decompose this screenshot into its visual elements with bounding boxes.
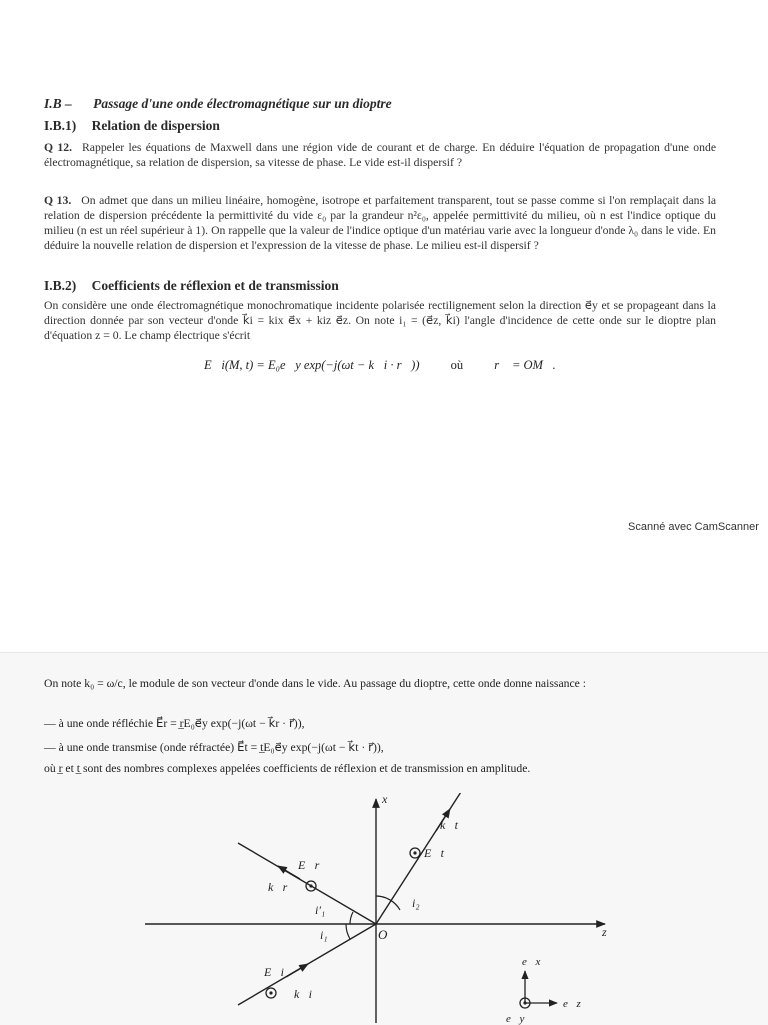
transmitted-wave-text: — à une onde transmise (onde réfractée) E⃗t = t̲E₀e⃗y exp(−j(ωt − k⃗t · r⃗)),	[44, 741, 384, 754]
kt-label: k⃗t	[440, 818, 458, 832]
reflected-wave-line	[44, 715, 716, 732]
subsection-number: I.B.2)	[44, 278, 77, 293]
scan-page-2	[0, 652, 768, 1025]
Et-label: E⃗t	[424, 846, 444, 860]
equation-lhs: E⃗i(M, t) = E₀e⃗y exp(−j(ωt − k⃗i · r⃗))	[204, 358, 420, 372]
question-label: Q 12.	[44, 141, 72, 154]
intro-paragraph	[44, 298, 716, 343]
scanner-watermark: Scanné avec CamScanner	[628, 521, 759, 533]
ki-label: k⃗i	[294, 987, 312, 1001]
ez-basis-label: e⃗z	[563, 998, 581, 1010]
equation-rhs: r⃗ = OM⃗.	[494, 358, 556, 372]
section-title: Passage d'une onde électromagnétique sur un dioptre	[93, 96, 392, 111]
question-label: Q 13.	[44, 194, 72, 207]
subsection-title: Coefficients de réflexion et de transmission	[91, 278, 339, 293]
section-number: I.B –	[44, 96, 72, 111]
intro-text: On considère une onde électromagnétique monochromatique incidente polarisée rectilignement selon la direction e⃗y et se propageant dans la direction donnée par son vecteur d'onde k⃗i = kix e⃗x + kiz e⃗z. On note i₁ = (e⃗z, k⃗i) l'angle d'incidence de cette onde sur le dioptre plan d'équation z = 0. Le champ électrique s'écrit	[44, 299, 716, 342]
Ei-label: E⃗i	[264, 965, 284, 979]
Er-label: E⃗r	[298, 858, 320, 872]
ex-basis-label: e⃗x	[522, 956, 541, 968]
reflected-wave-text: — à une onde réfléchie E⃗r = r̲E₀e⃗y exp(−j(ωt − k⃗r · r⃗)),	[44, 717, 305, 730]
i1-label: i₁	[320, 928, 328, 942]
ki-arrow	[286, 964, 308, 977]
question-text: Rappeler les équations de Maxwell dans une région vide de courant et de charge. En déduire l'équation de propagation d'une onde électromagnétique, sa relation de dispersion, sa vitesse de phase. Le vide est-il dispersif ?	[44, 141, 717, 169]
question-12	[44, 140, 716, 170]
origin-label: O	[378, 927, 388, 942]
subsection-title: Relation de dispersion	[91, 118, 220, 133]
question-13	[44, 193, 716, 253]
k0-text: On note k₀ = ω/c, le module de son vecteur d'onde dans le vide. Au passage du dioptre, cette onde donne naissance :	[44, 677, 587, 690]
section-heading	[44, 96, 392, 112]
i2-arc	[376, 896, 400, 910]
transmitted-ray	[376, 793, 468, 924]
k0-paragraph	[44, 675, 716, 692]
i2-label: i₂	[412, 896, 420, 910]
equation-connector: où	[450, 358, 464, 372]
subsection-heading-coefficients	[44, 278, 339, 294]
transmitted-wave-line	[44, 739, 716, 756]
basis-vectors	[506, 956, 581, 1025]
Er-field-symbol	[306, 881, 316, 891]
coefficients-text: où r̲ et t̲ sont des nombres complexes appelées coefficients de réflexion et de transmission en amplitude.	[44, 762, 531, 775]
kr-label: k⃗r	[268, 880, 288, 894]
i1-arc	[346, 924, 350, 939]
incident-field-equation	[204, 358, 556, 373]
kr-arrow	[278, 866, 300, 879]
question-text: On admet que dans un milieu linéaire, homogène, isotrope et parfaitement transparent, tout se passe comme si l'on remplaçait dans la relation de dispersion précédente la permittivité du vide ε₀ par la grandeur n²ε₀, appelée permittivité du milieu, où n est l'indice optique du milieu (n est un réel supérieur à 1). On rappelle que la valeur de l'indice optique d'un matériau varie avec la longueur d'onde λ₀ dans le vide. En déduire la nouvelle relation de dispersion et l'expression de la vitesse de phase. Le milieu est-il dispersif ?	[44, 194, 717, 252]
z-axis-label: z	[602, 925, 607, 939]
x-axis-label: x	[382, 793, 388, 806]
Ei-field-symbol	[266, 988, 276, 998]
i1-prime-label: i′₁	[315, 903, 326, 917]
coefficients-line	[44, 760, 716, 777]
subsection-heading-dispersion	[44, 118, 220, 134]
ey-basis-label: e⃗y	[506, 1013, 525, 1025]
subsection-number: I.B.1)	[44, 118, 77, 133]
Et-field-symbol	[410, 848, 420, 858]
i1-prime-arc	[350, 912, 353, 924]
dioptre-diagram	[0, 793, 768, 1025]
